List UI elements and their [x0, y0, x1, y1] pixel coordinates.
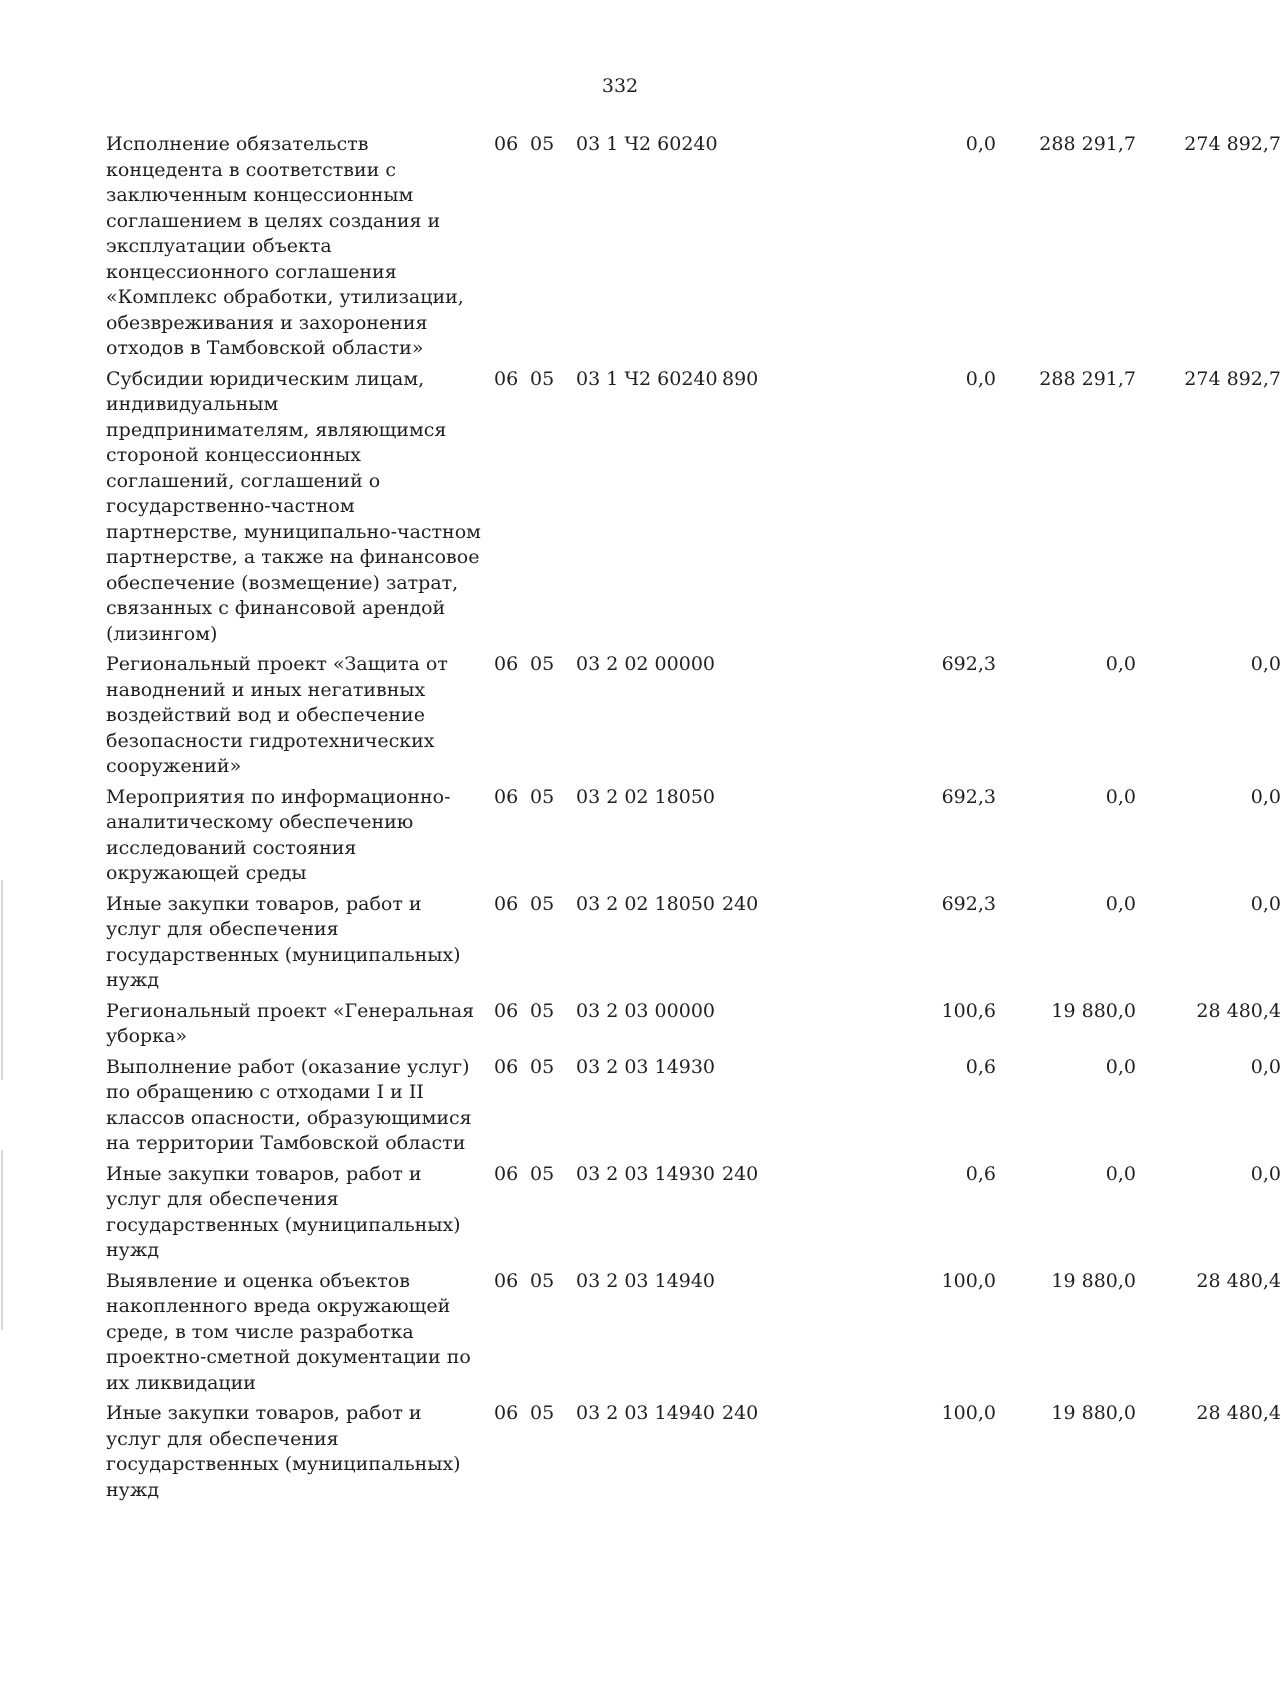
row-amount-year-1: 0,0	[965, 133, 996, 155]
row-amount-year-2: 288 291,7	[1039, 133, 1136, 155]
row-name: Исполнение обязательств концедента в соответствии с заключенным концессионным соглашением в целях создания и эксплуатации объекта концессионного соглашения «Комплекс обработки, утилизации, обезвреживания и захоронения отходов в Тамбовской области»	[106, 133, 464, 359]
row-section: 06	[494, 367, 519, 390]
row-section: 06	[494, 1269, 519, 1292]
row-amount-year-2: 0,0	[1105, 892, 1136, 915]
row-subsection: 05	[530, 1402, 555, 1424]
row-target-article: 03 2 02 00000	[576, 653, 716, 675]
row-section: 06	[494, 999, 519, 1022]
row-amount-year-1: 0,6	[965, 1162, 996, 1185]
row-section: 06	[494, 785, 519, 808]
row-amount-year-2: 0,0	[1105, 785, 1136, 808]
row-amount-year-3: 28 480,4	[1196, 999, 1281, 1022]
row-expense-type: 240	[722, 1162, 759, 1185]
row-subsection: 05	[530, 133, 555, 155]
row-name: Субсидии юридическим лицам, индивидуальным предпринимателям, являющимся стороной концессионных соглашений, соглашений о государственно-частном партнерстве, муниципально-частном партнерстве, а также на финансовое обеспечение (возмещение) затрат, связанных с финансовой арендой (лизингом)	[106, 367, 481, 645]
table-row	[106, 999, 1281, 1055]
row-amount-year-3: 28 480,4	[1196, 1269, 1281, 1292]
row-section: 06	[494, 892, 519, 915]
row-amount-year-1: 0,0	[965, 367, 996, 390]
row-subsection: 05	[530, 1269, 555, 1292]
row-subsection: 05	[530, 999, 555, 1022]
row-subsection: 05	[530, 653, 555, 675]
row-amount-year-3: 274 892,7	[1184, 133, 1281, 155]
row-subsection: 05	[530, 367, 555, 390]
row-target-article: 03 2 03 14930	[576, 1162, 716, 1185]
row-subsection: 05	[530, 892, 555, 915]
row-amount-year-2: 0,0	[1105, 1162, 1136, 1185]
table-row	[106, 785, 1281, 892]
row-name: Региональный проект «Генеральная уборка»	[106, 999, 475, 1047]
page-number: 332	[601, 75, 639, 97]
table-row	[106, 892, 1281, 999]
row-amount-year-2: 0,0	[1105, 1055, 1136, 1078]
table-row	[106, 1401, 1281, 1508]
row-section: 06	[494, 1402, 519, 1424]
row-amount-year-3: 28 480,4	[1196, 1402, 1281, 1424]
row-amount-year-1: 100,6	[941, 999, 996, 1022]
table-row	[106, 132, 1281, 367]
table-row	[106, 1162, 1281, 1269]
row-name: Иные закупки товаров, работ и услуг для обеспечения государственных (муниципальных) нужд	[106, 892, 461, 991]
row-name: Иные закупки товаров, работ и услуг для обеспечения государственных (муниципальных) нужд	[106, 1402, 461, 1501]
row-amount-year-1: 0,6	[965, 1055, 996, 1078]
row-amount-year-2: 19 880,0	[1051, 1269, 1136, 1292]
row-amount-year-3: 0,0	[1250, 653, 1281, 675]
row-amount-year-3: 0,0	[1250, 1162, 1281, 1185]
row-name: Региональный проект «Защита от наводнений и иных негативных воздействий вод и обеспечение безопасности гидротехнических сооружений»	[106, 653, 448, 777]
scan-margin-mark	[1, 880, 3, 1080]
row-amount-year-2: 19 880,0	[1051, 999, 1136, 1022]
row-name: Выполнение работ (оказание услуг) по обращению с отходами I и II классов опасности, образующимися на территории Тамбовской области	[106, 1055, 472, 1154]
table-row	[106, 652, 1281, 785]
row-target-article: 03 2 02 18050	[576, 892, 716, 915]
row-name: Иные закупки товаров, работ и услуг для обеспечения государственных (муниципальных) нужд	[106, 1162, 461, 1261]
row-target-article: 03 1 Ч2 60240	[576, 367, 718, 390]
table-row	[106, 1055, 1281, 1162]
row-amount-year-3: 274 892,7	[1184, 367, 1281, 390]
row-section: 06	[494, 1055, 519, 1078]
row-target-article: 03 1 Ч2 60240	[576, 133, 718, 155]
row-name: Выявление и оценка объектов накопленного вреда окружающей среде, в том числе разработка проектно-сметной документации по их ликвидации	[106, 1269, 471, 1394]
row-target-article: 03 2 03 00000	[576, 999, 716, 1022]
row-target-article: 03 2 03 14940	[576, 1269, 716, 1292]
row-section: 06	[494, 653, 519, 675]
budget-table	[106, 132, 1281, 1508]
row-expense-type: 240	[722, 1402, 759, 1424]
row-amount-year-1: 692,3	[941, 892, 996, 915]
row-expense-type: 240	[722, 892, 759, 915]
row-subsection: 05	[530, 1162, 555, 1185]
row-expense-type: 890	[722, 367, 759, 390]
row-amount-year-1: 100,0	[941, 1269, 996, 1292]
row-amount-year-3: 0,0	[1250, 785, 1281, 808]
row-amount-year-1: 692,3	[941, 653, 996, 675]
scan-margin-mark	[1, 1150, 3, 1330]
row-amount-year-3: 0,0	[1250, 1055, 1281, 1078]
row-subsection: 05	[530, 1055, 555, 1078]
table-row	[106, 367, 1281, 653]
row-amount-year-2: 288 291,7	[1039, 367, 1136, 390]
row-subsection: 05	[530, 785, 555, 808]
row-section: 06	[494, 133, 519, 155]
row-amount-year-1: 100,0	[941, 1402, 996, 1424]
row-amount-year-2: 0,0	[1105, 653, 1136, 675]
table-row	[106, 1269, 1281, 1402]
row-target-article: 03 2 03 14930	[576, 1055, 716, 1078]
row-amount-year-1: 692,3	[941, 785, 996, 808]
row-section: 06	[494, 1162, 519, 1185]
row-target-article: 03 2 02 18050	[576, 785, 716, 808]
row-amount-year-2: 19 880,0	[1051, 1402, 1136, 1424]
row-name: Мероприятия по информационно-аналитическому обеспечению исследований состояния окружающей среды	[106, 785, 451, 884]
row-amount-year-3: 0,0	[1250, 892, 1281, 915]
row-target-article: 03 2 03 14940	[576, 1402, 716, 1424]
